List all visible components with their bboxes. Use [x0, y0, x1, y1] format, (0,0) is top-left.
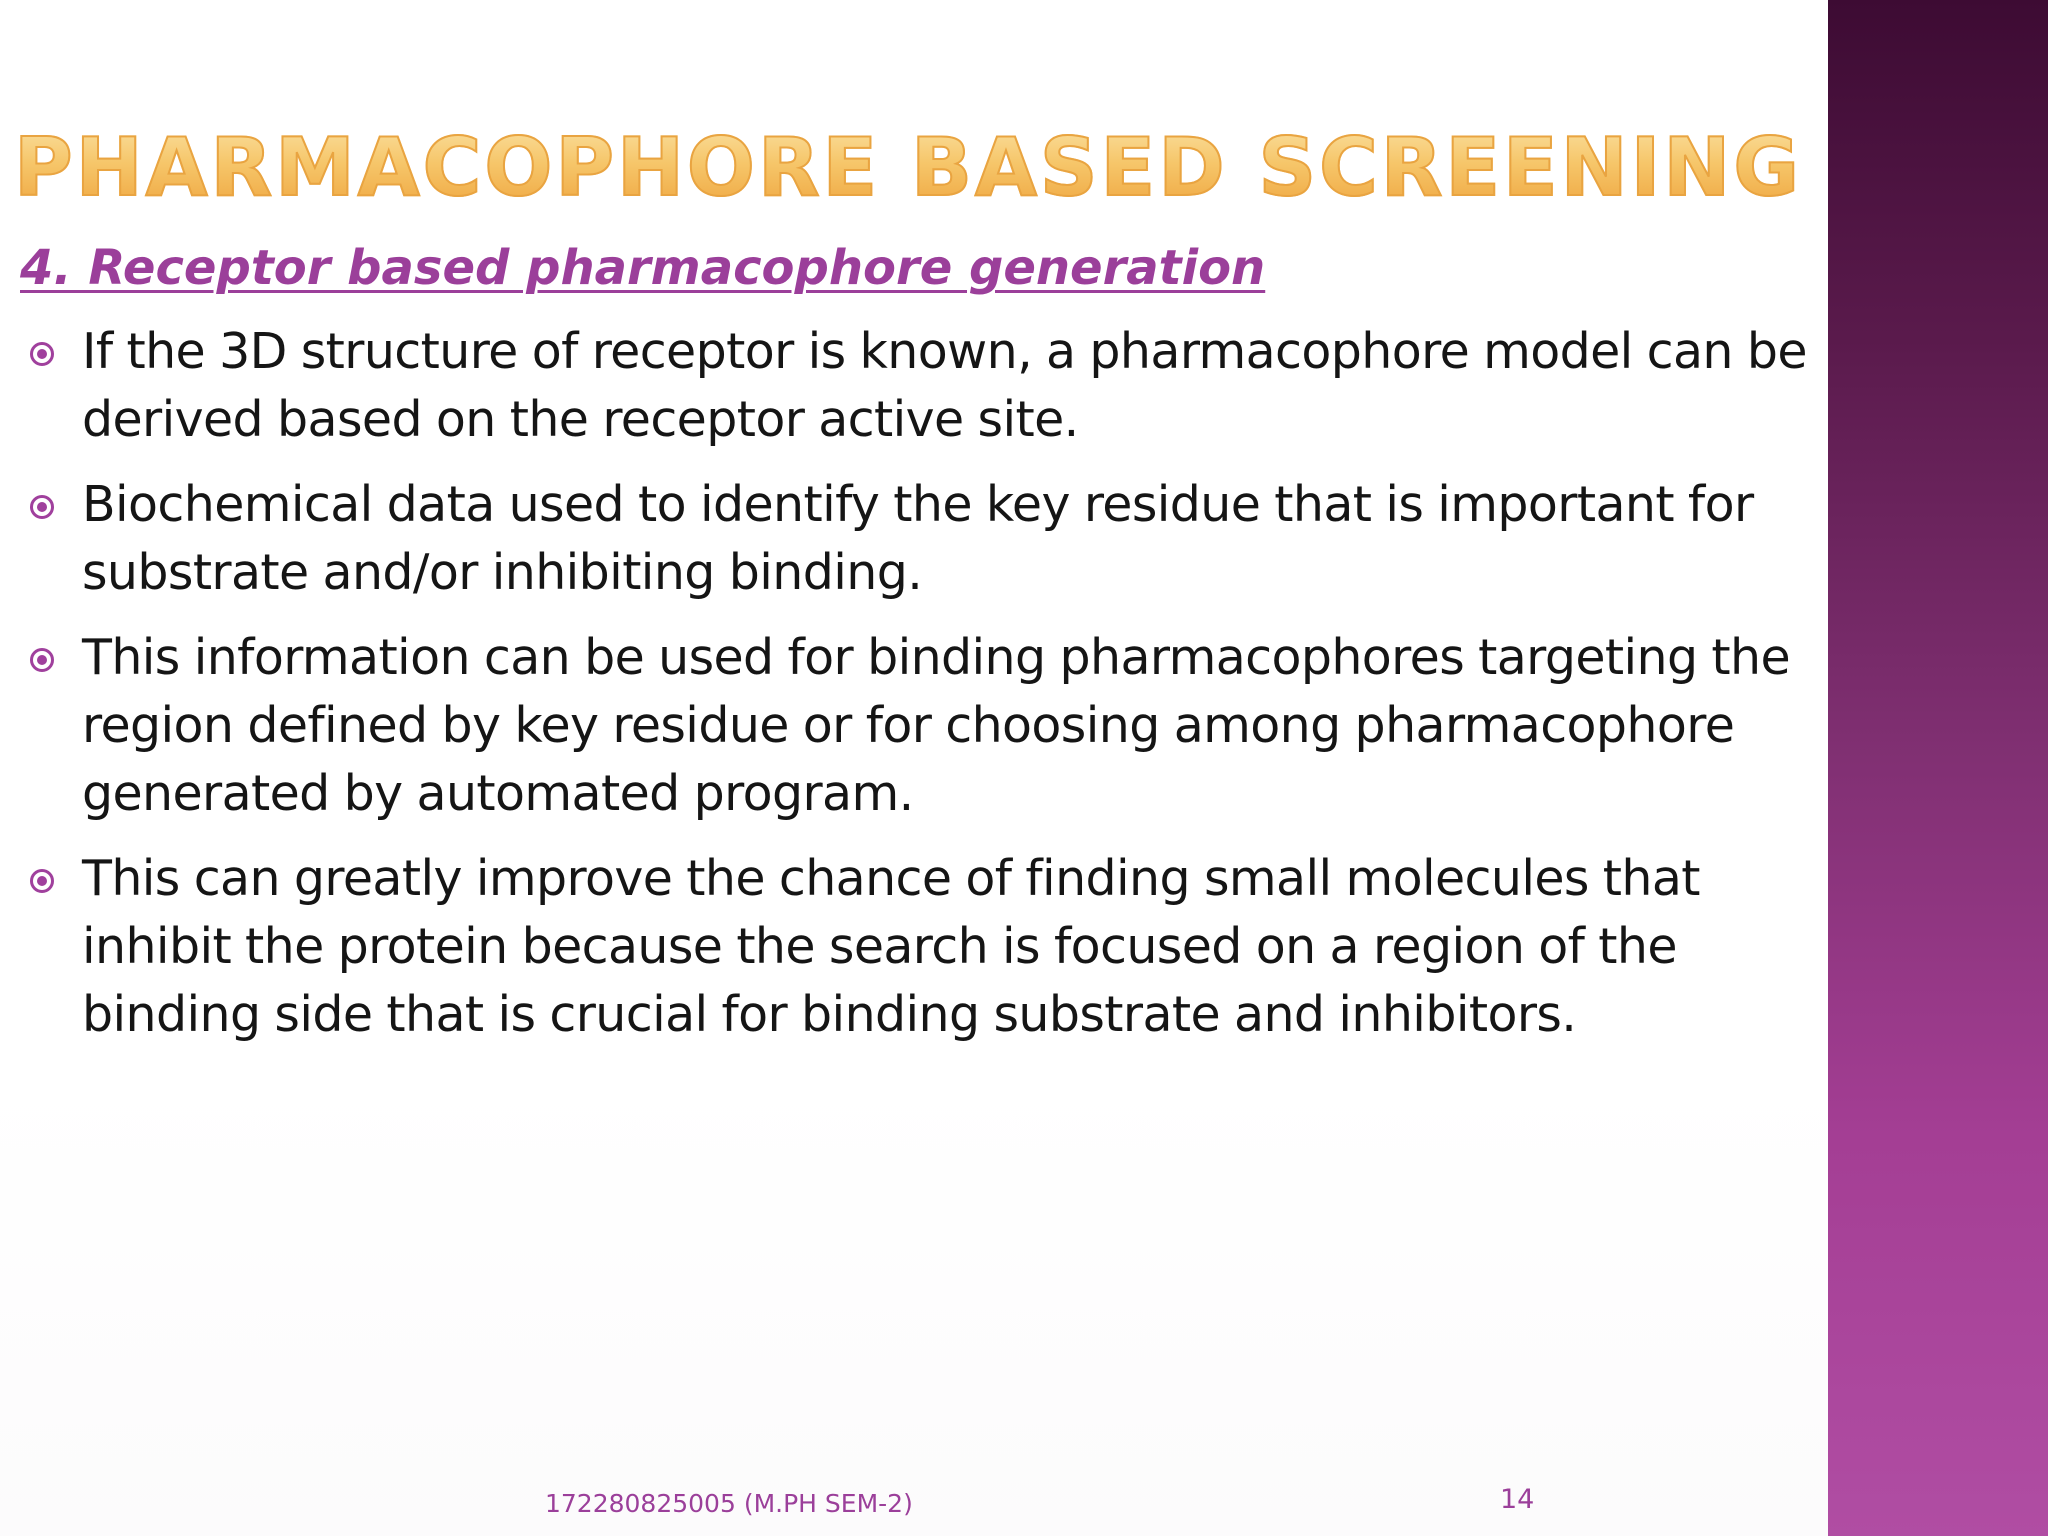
bullet-text: This information can be used for binding pharmacophores targeting the region defined by key residue or for choosing among pharmacophore generated by automated program. — [82, 629, 1791, 822]
bullet-text: Biochemical data used to identify the key residue that is important for substrate and/or inhibiting binding. — [82, 476, 1754, 601]
slide-title: PHARMACOPHORE BASED SCREENING — [14, 118, 1802, 218]
bullet-item — [20, 318, 1820, 454]
circled-dot-bullet-icon — [30, 342, 54, 366]
bullet-text: This can greatly improve the chance of finding small molecules that inhibit the protein because the search is focused on a region of the binding side that is crucial for binding substrate and inhibitors. — [82, 850, 1700, 1043]
bullet-item — [20, 471, 1820, 607]
bullet-list — [20, 318, 1820, 1066]
bullet-item — [20, 845, 1820, 1049]
page-number: 14 — [1500, 1484, 1535, 1515]
section-heading: 4. Receptor based pharmacophore generation — [20, 240, 1266, 296]
decorative-side-band — [1828, 0, 2048, 1536]
slide-footer: 172280825005 (M.PH SEM-2) — [545, 1489, 913, 1518]
circled-dot-bullet-icon — [30, 869, 54, 893]
bullet-item — [20, 624, 1820, 828]
bullet-text: If the 3D structure of receptor is known, a pharmacophore model can be derived based on the receptor active site. — [82, 323, 1807, 448]
circled-dot-bullet-icon — [30, 648, 54, 672]
circled-dot-bullet-icon — [30, 495, 54, 519]
